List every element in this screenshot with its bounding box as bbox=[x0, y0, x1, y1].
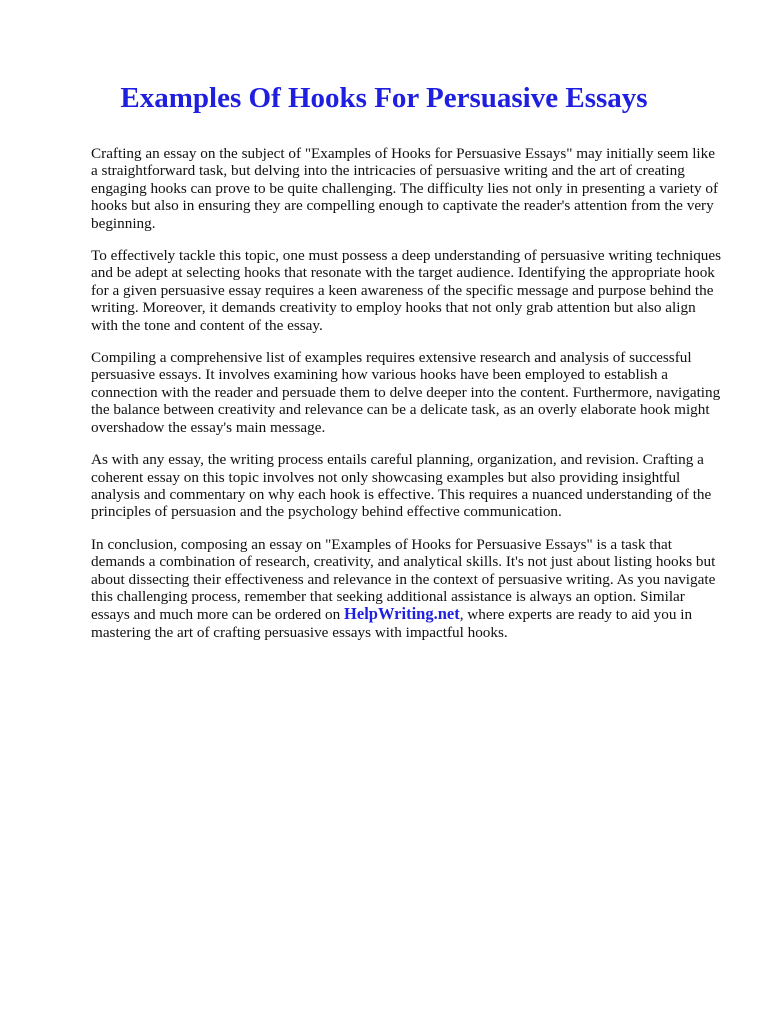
essay-body bbox=[91, 145, 723, 656]
paragraph-4: As with any essay, the writing process entails careful planning, organization, and revision. Crafting a coherent essay on this topic involves not only showcasing examples but also providing insightful analysis and commentary on why each hook is effective. This requires a nuanced understanding of the principles of persuasion and the psychology behind effective communication. bbox=[91, 451, 712, 521]
helpwriting-link[interactable]: HelpWriting.net bbox=[344, 604, 460, 624]
paragraph-2: To effectively tackle this topic, one must possess a deep understanding of persuasive writing techniques and be adept at selecting hooks that resonate with the target audience. Identifying the appropriate hook for a given persuasive essay requires a keen awareness of the specific message and purpose behind the writing. Moreover, it demands creativity to employ hooks that not only grab attention but also align with the tone and content of the essay. bbox=[91, 247, 722, 334]
page-title: Examples Of Hooks For Persuasive Essays bbox=[120, 82, 648, 114]
conclusion-text-before-link: In conclusion, composing an essay on "Examples of Hooks for Persuasive Essays" is a task that demands a combination of research, creativity, and analytical skills. It's not just about listing hooks but about dissecting their effectiveness and relevance in the context of persuasive writing. As you navigate this challenging process, remember that seeking additional assistance is always an option. Similar essays and much more can be ordered on bbox=[91, 535, 716, 624]
paragraph-1: Crafting an essay on the subject of "Examples of Hooks for Persuasive Essays" may initially seem like a straightforward task, but delving into the intricacies of persuasive writing and the art of creating engaging hooks can prove to be quite challenging. The difficulty lies not only in presenting a variety of hooks but also in ensuring they are compelling enough to captivate the reader's attention from the very beginning. bbox=[91, 145, 719, 232]
paragraph-conclusion bbox=[91, 536, 723, 641]
conclusion-text-after-link: , where experts are ready to aid you in mastering the art of crafting persuasive essays with impactful hooks. bbox=[91, 606, 693, 641]
paragraph-3: Compiling a comprehensive list of examples requires extensive research and analysis of successful persuasive essays. It involves examining how various hooks have been employed to establish a connection with the reader and persuade them to delve deeper into the content. Furthermore, navigating the balance between creativity and relevance can be a delicate task, as an overly elaborate hook might overshadow the essay's main message. bbox=[91, 349, 721, 436]
